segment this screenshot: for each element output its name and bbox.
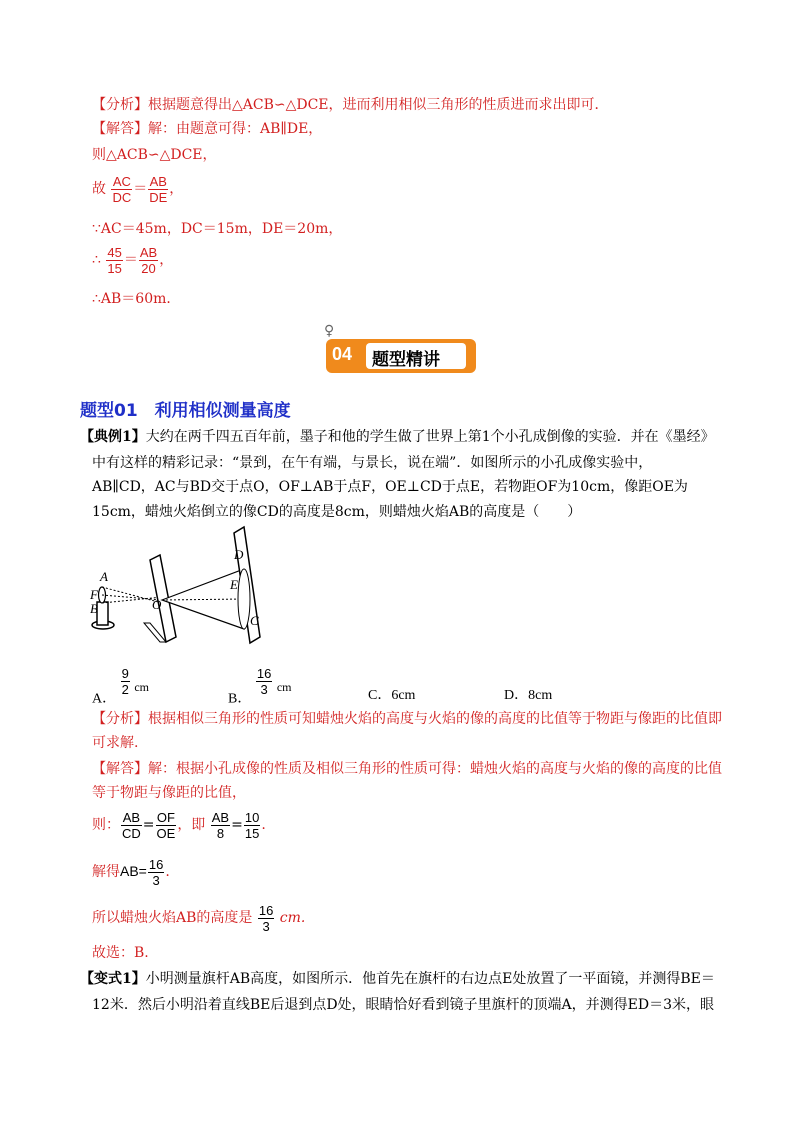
solve-equation: 解得AB= $\frac{16}{3}$ . xyxy=(92,856,170,888)
example-text-1: 大约在两千四五百年前，墨子和他的学生做了世界上第1个小孔成倒像的实验．并在《墨经》 xyxy=(145,429,715,445)
answer-2-text: 解：根据小孔成像的性质及相似三角形的性质可得：蜡烛火焰的高度与火焰的像的高度的比值 xyxy=(148,761,722,777)
option-b-label: B． xyxy=(228,691,252,707)
ze-text: 则： xyxy=(92,817,120,833)
label-o: O xyxy=(152,597,162,612)
fraction-ab-cd: $\frac{AB}{CD}$ xyxy=(122,809,141,841)
option-b-fraction: $\frac{16}{3}$ xyxy=(256,666,272,697)
example-1-line4: 15cm，蜡烛火焰倒立的像CD的高度是8cm，则蜡烛火焰AB的高度是（ ） xyxy=(92,504,582,520)
section-banner xyxy=(324,323,476,375)
label-f: F xyxy=(90,587,98,602)
ratio-equation-1: 故 $\frac{AC}{DC}$ ＝ $\frac{AB}{DE}$ ， xyxy=(92,173,184,205)
pinhole-figure xyxy=(84,525,284,651)
option-b-unit: cm xyxy=(276,679,292,694)
analysis-text: 根据题意得出△ACB∽△DCE，进而利用相似三角形的性质进而求出即可． xyxy=(148,97,609,113)
example-1-line2: 中有这样的精彩记录：“景到，在午有端，与景长，说在端”．如图所示的小孔成像实验中， xyxy=(92,455,653,471)
fraction-ac-dc: $\frac{AC}{DC}$ xyxy=(112,173,132,205)
option-a-unit: cm xyxy=(134,679,150,694)
answer-2-line1 xyxy=(92,758,722,780)
fraction-of-oe: $\frac{OF}{OE}$ xyxy=(156,809,176,841)
fraction-16-3-b: $\frac{16}{3}$ xyxy=(258,902,274,934)
analysis-2-line2: 可求解. xyxy=(92,735,139,751)
example-1-line1 xyxy=(80,426,715,448)
answer-text: 解：由题意可得：AB∥DE， xyxy=(148,121,323,137)
hook-icon: ♀ xyxy=(324,323,335,339)
jiede-text: 解得 xyxy=(92,864,120,880)
ratio-equation-3: 则： $\frac{AB}{CD}$ = $\frac{OF}{OE}$ ，即 $\frac{AB}{8}$ = $\frac{10}{15}$ . xyxy=(92,809,266,841)
banner-number: 04 xyxy=(332,344,353,364)
label-d: D xyxy=(234,547,244,562)
option-c[interactable]: C．6cm xyxy=(368,688,416,703)
example-label: 【典例1】 xyxy=(80,429,146,445)
analysis-1 xyxy=(92,94,609,116)
fraction-10-15: $\frac{10}{15}$ xyxy=(244,809,260,841)
image-ellipse xyxy=(238,569,250,629)
ji-text: ，即 xyxy=(177,817,206,833)
label-c: C xyxy=(250,613,259,628)
label-a: A xyxy=(100,569,108,584)
option-a-fraction: $\frac{9}{2}$ xyxy=(121,666,129,697)
result-ab: ∴AB＝60m． xyxy=(92,291,181,307)
section-heading: 题型01 利用相似测量高度 xyxy=(80,401,291,421)
analysis-label: 【分析】 xyxy=(92,97,148,113)
fraction-45-15: $\frac{45}{15}$ xyxy=(107,244,122,276)
ratio-equation-2: ∴ $\frac{45}{15}$ ＝ $\frac{AB}{20}$ ， xyxy=(92,244,174,276)
answer-height xyxy=(92,898,305,938)
answer-1 xyxy=(92,118,322,140)
choice-b: 故选：B. xyxy=(92,945,149,961)
suoyi-text: 所以蜡烛火焰AB的高度是 xyxy=(92,910,253,926)
label-b: B xyxy=(90,601,98,616)
answer-2-line2: 等于物距与像距的比值， xyxy=(92,785,246,801)
option-a-label: A． xyxy=(92,691,117,707)
option-d[interactable]: D．8cm xyxy=(504,688,553,703)
variant-label: 【变式1】 xyxy=(80,971,146,987)
fraction-ab-20: $\frac{AB}{20}$ xyxy=(139,244,158,276)
label-e: E xyxy=(230,577,238,592)
given-values: ∵AC＝45m，DC＝15m，DE＝20m， xyxy=(92,221,343,237)
answer-2-label: 【解答】 xyxy=(92,761,148,777)
answer-1-line2: 则△ACB∽△DCE， xyxy=(92,147,217,163)
fraction-ab-8: $\frac{AB}{8}$ xyxy=(211,809,230,841)
analysis-2-line1 xyxy=(92,708,722,730)
gu-text: 故 xyxy=(92,181,106,197)
analysis-2-text: 根据相似三角形的性质可知蜡烛火焰的高度与火焰的像的高度的比值等于物距与像距的比值即 xyxy=(148,711,722,727)
therefore-symbol: ∴ xyxy=(92,252,101,268)
variant-1-line2: 12米．然后小明沿着直线BE后退到点D处，眼睛恰好看到镜子里旗杆的顶端A，并测得ED＝3米，眼 xyxy=(92,997,715,1013)
fraction-ab-de: $\frac{AB}{DE}$ xyxy=(149,173,168,205)
variant-text-1: 小明测量旗杆AB高度，如图所示．他首先在旗杆的右边点E处放置了一平面镜，并测得BE＝ xyxy=(145,971,715,987)
analysis-2-label: 【分析】 xyxy=(92,711,148,727)
ab-equals: AB= xyxy=(120,863,147,879)
example-1-line3: AB∥CD，AC与BD交于点O，OF⊥AB于点F，OE⊥CD于点E，若物距OF为10cm，像距OE为 xyxy=(92,479,688,495)
candle-body xyxy=(97,602,108,625)
variant-1-line1 xyxy=(80,968,715,990)
fraction-16-3: $\frac{16}{3}$ xyxy=(148,856,164,888)
banner-title: 题型精讲 xyxy=(372,350,440,370)
unit-cm: cm. xyxy=(279,910,306,926)
answer-label: 【解答】 xyxy=(92,121,148,137)
